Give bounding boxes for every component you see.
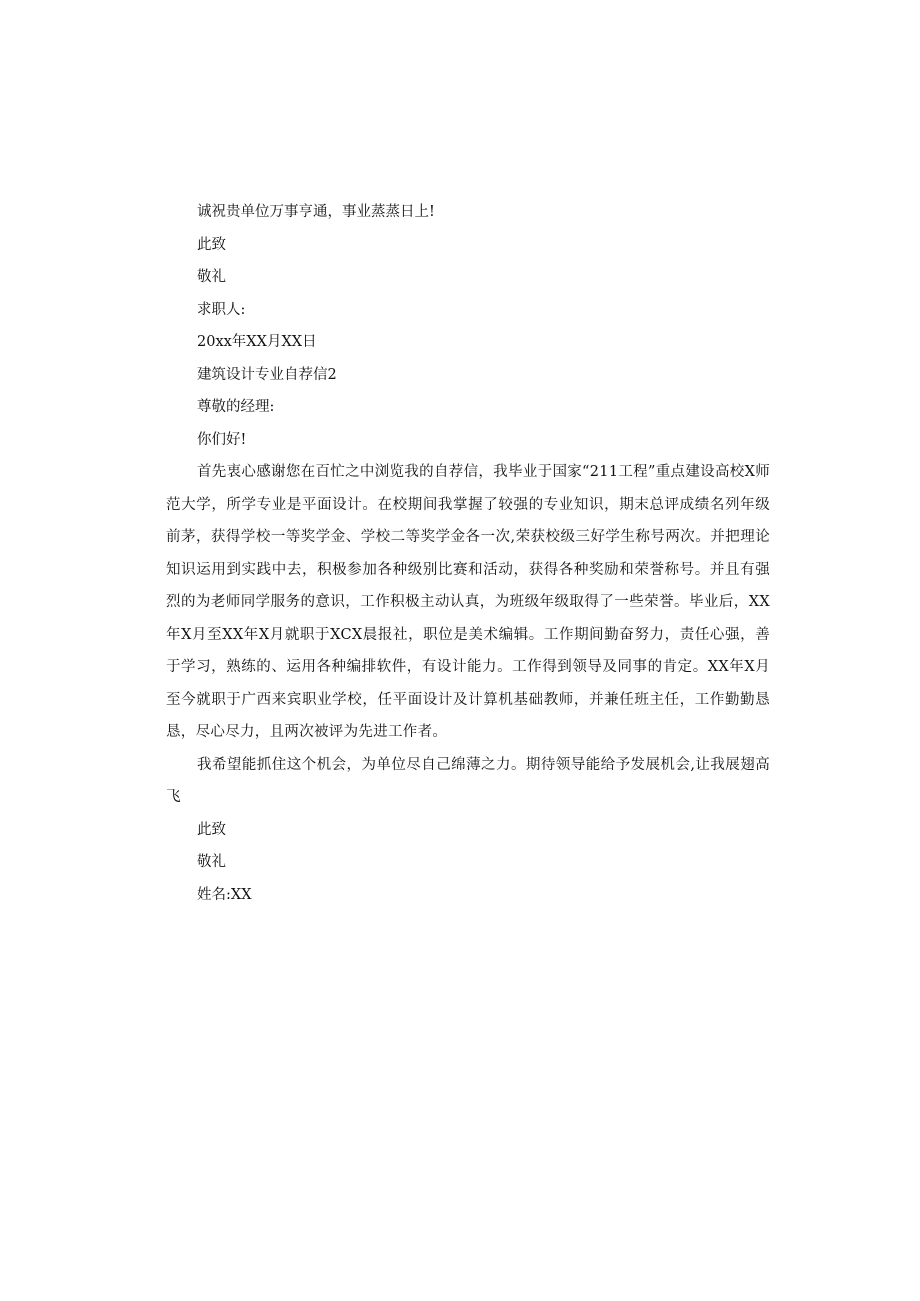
- salutation-cizhi: 此致: [197, 236, 226, 253]
- greeting: 尊敬的经理:: [197, 399, 275, 415]
- letter-title: 建筑设计专业自荐信2: [197, 366, 337, 383]
- closing-wish: 诚祝贵单位万事亨通，事业蒸蒸日上!: [197, 204, 435, 220]
- salutation-jingli: 敬礼: [197, 269, 226, 285]
- salutation-jingli-2: 敬礼: [197, 854, 226, 870]
- signature-name: 姓名:XX: [197, 886, 252, 903]
- letter-content: [166, 196, 770, 911]
- letter-date: 20xx年XX月XX日: [197, 334, 317, 350]
- applicant-label: 求职人:: [197, 301, 246, 318]
- closing-paragraph: 我希望能抓住这个机会，为单位尽自己绵薄之力。期待领导能给予发展机会,让我展翅高飞: [166, 756, 770, 805]
- salutation-cizhi-2: 此致: [197, 821, 226, 838]
- body-paragraph: 首先衷心感谢您在百忙之中浏览我的自荐信，我毕业于国家“211工程”重点建设高校X师范大学，所学专业是平面设计。在校期间我掌握了较强的专业知识，期末总评成绩名列年级前茅，获得学校一等奖学金、学校二等奖学金各一次,荣获校级三好学生称号两次。并把理论知识运用到实践中去，积极参加各种级别比赛和活动，获得各种奖励和荣誉称号。并且有强烈的为老师同学服务的意识，工作积极主动认真，为班级年级取得了一些荣誉。毕业后，XX年X月至XX年X月就职于XCX晨报社，职位是美术编辑。工作期间勤奋努力，责任心强，善于学习，熟练的、运用各种编排软件，有设计能力。工作得到领导及同事的肯定。XX年X月至今就职于广西来宾职业学校，任平面设计及计算机基础教师，并兼任班主任，工作勤勤恳恳，尽心尽力，且两次被评为先进工作者。: [166, 464, 770, 740]
- hello-line: 你们好!: [197, 431, 247, 448]
